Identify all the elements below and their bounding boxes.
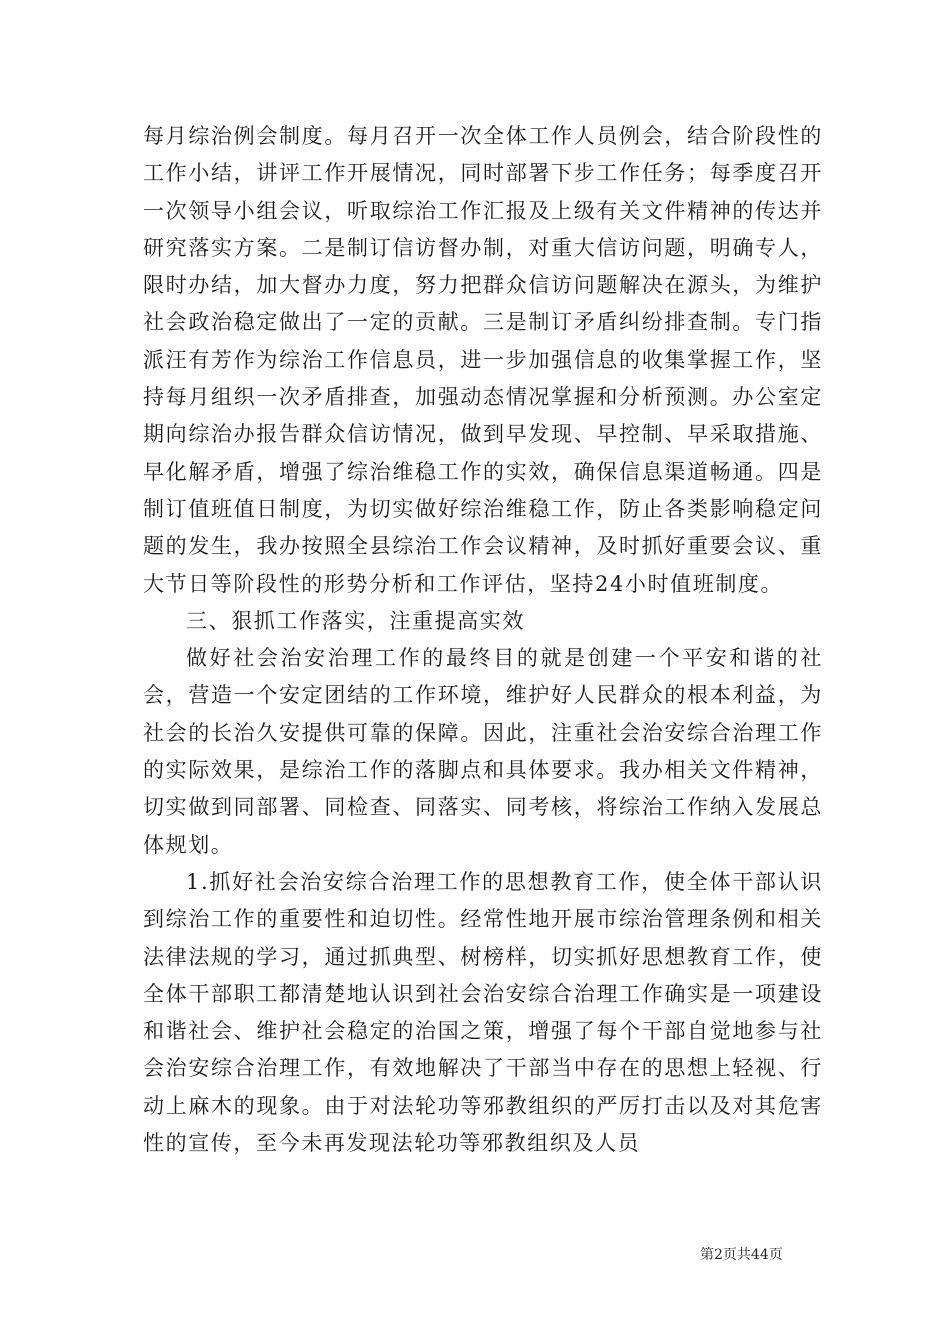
paragraph-section-body: 做好社会治安治理工作的最终目的就是创建一个平安和谐的社会，营造一个安定团结的工作环境，维护好人民群众的根本利益，为社会的长治久安提供可靠的保障。因此，注重社会治安综合治理工作的实际效果，是综治工作的落脚点和具体要求。我办相关文件精神，切实做到同部署、同检查、同落实、同考核，将综治工作纳入发展总体规划。 — [143, 646, 823, 857]
document-body — [143, 118, 823, 1162]
page-number: 第2页共44页 — [700, 1247, 783, 1263]
paragraph-item-1: 1.抓好社会治安综合治理工作的思想教育工作，使全体干部认识到综治工作的重要性和迫切性。经常性地开展市综治管理条例和相关法律法规的学习，通过抓典型、树榜样，切实抓好思想教育工作，使全体干部职工都清楚地认识到社会治安综合治理工作确实是一项建设和谐社会、维护社会稳定的治国之策，增强了每个干部自觉地参与社会治安综合治理工作，有效地解决了干部当中存在的思想上轻视、行动上麻木的现象。由于对法轮功等邪教组织的严厉打击以及对其危害性的宣传，至今未再发现法轮功等邪教组织及人员 — [143, 869, 823, 1156]
paragraph-continuation: 每月综治例会制度。每月召开一次全体工作人员例会，结合阶段性的工作小结，讲评工作开展情况，同时部署下步工作任务；每季度召开一次领导小组会议，听取综治工作汇报及上级有关文件精神的传达并研究落实方案。二是制订信访督办制，对重大信访问题，明确专人，限时办结，加大督办力度，努力把群众信访问题解决在源头，为维护社会政治稳定做出了一定的贡献。三是制订矛盾纠纷排查制。专门指派汪有芳作为综治工作信息员，进一步加强信息的收集掌握工作，坚持每月组织一次矛盾排查，加强动态情况掌握和分析预测。办公室定期向综治办报告群众信访情况，做到早发现、早控制、早采取措施、早化解矛盾，增强了综治维稳工作的实效，确保信息渠道畅通。四是制订值班值日制度，为切实做好综治维稳工作，防止各类影响稳定问题的发生，我办按照全县综治工作会议精神，及时抓好重要会议、重大节日等阶段性的形势分析和工作评估，坚持24小时值班制度。 — [143, 124, 823, 596]
section-heading: 三、狠抓工作落实，注重提高实效 — [186, 608, 525, 633]
